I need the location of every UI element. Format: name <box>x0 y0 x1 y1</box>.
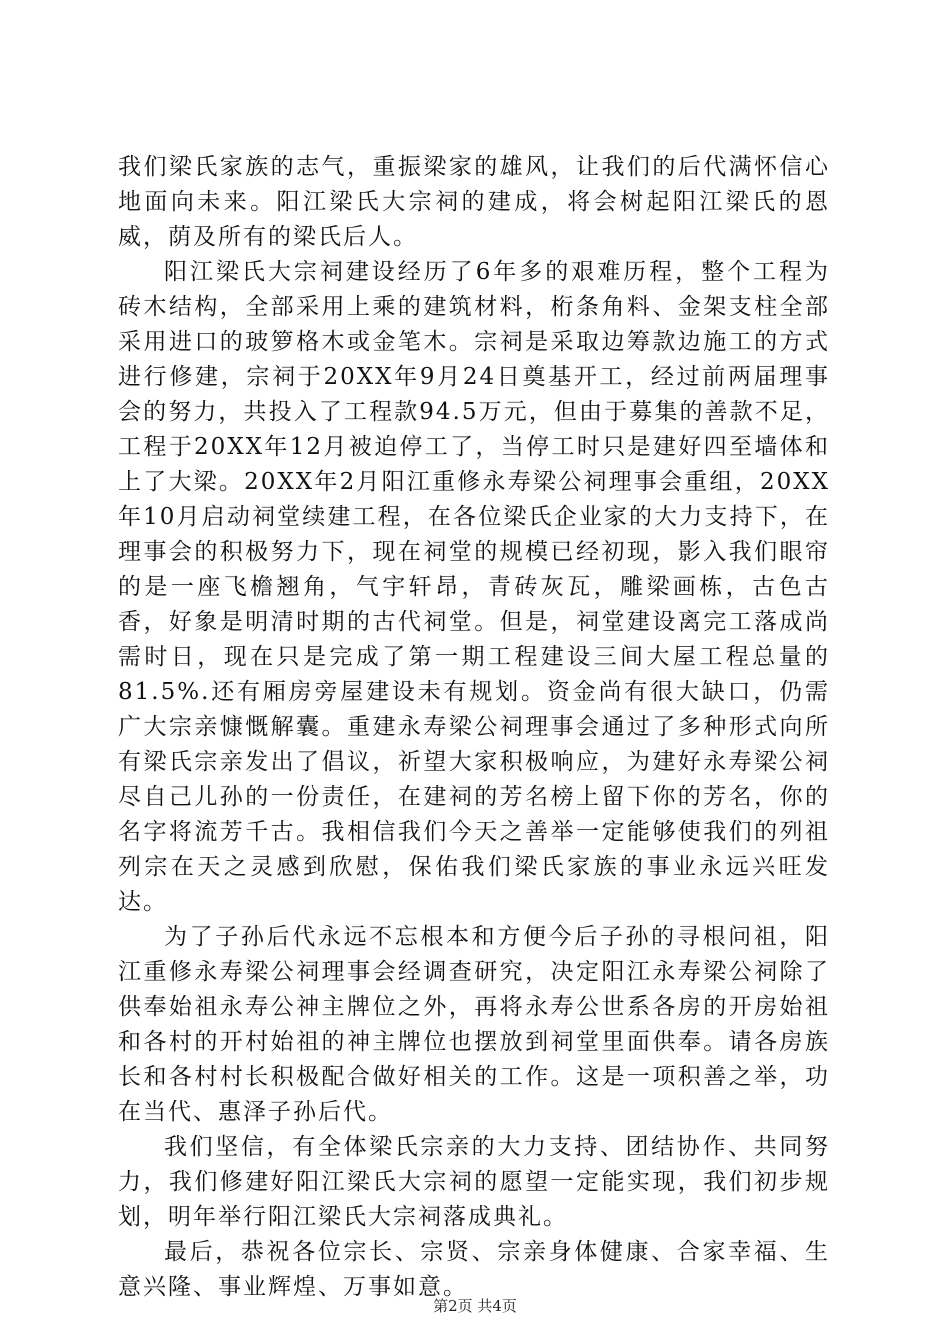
paragraph-construction-history: 阳江梁氏大宗祠建设经历了6年多的艰难历程，整个工程为砖木结构，全部采用上乘的建筑材料，桁条角料、金架支柱全部采用进口的玻箩格木或金笔木。宗祠是采取边筹款边施工的方式进行修建，宗祠于20XX年9月24日奠基开工，经过前两届理事会的努力，共投入了工程款94.5万元，但由于募集的善款不足，工程于20XX年12月被迫停工了，当停工时只是建好四至墙体和上了大梁。20XX年2月阳江重修永寿梁公祠理事会重组，20XX年10月启动祠堂续建工程，在各位梁氏企业家的大力支持下，在理事会的积极努力下，现在祠堂的规模已经初现，影入我们眼帘的是一座飞檐翘角，气宇轩昂，青砖灰瓦，雕梁画栋，古色古香，好象是明清时期的古代祠堂。但是，祠堂建设离完工落成尚需时日，现在只是完成了第一期工程建设三间大屋工程总量的81.5%.还有厢房旁屋建设未有规划。资金尚有很大缺口，仍需广大宗亲慷慨解囊。重建永寿梁公祠理事会通过了多种形式向所有梁氏宗亲发出了倡议，祈望大家积极响应，为建好永寿梁公祠尽自己儿孙的一份责任，在建祠的芳名榜上留下你的芳名，你的名字将流芳千古。我相信我们今天之善举一定能够使我们的列祖列宗在天之灵感到欣慰，保佑我们梁氏家族的事业永远兴旺发达。 <box>118 259 830 915</box>
page-footer: 第2页 共4页 <box>433 1297 517 1315</box>
paragraph-continuation: 我们梁氏家族的志气，重振梁家的雄风，让我们的后代满怀信心地面向未来。阳江梁氏大宗祠的建成，将会树起阳江梁氏的恩威，荫及所有的梁氏后人。 <box>118 154 830 250</box>
paragraph-closing-wishes: 最后，恭祝各位宗长、宗贤、宗亲身体健康、合家幸福、生意兴隆、事业辉煌、万事如意。 <box>118 1239 830 1300</box>
body-text <box>118 150 830 1305</box>
paragraph-ancestral-tablets: 为了子孙后代永远不忘根本和方便今后子孙的寻根问祖，阳江重修永寿梁公祠理事会经调查研究，决定阳江永寿梁公祠除了供奉始祖永寿公神主牌位之外，再将永寿公世系各房的开房始祖和各村的开村始祖的神主牌位也摆放到祠堂里面供奉。请各房族长和各村村长积极配合做好相关的工作。这是一项积善之举，功在当代、惠泽子孙后代。 <box>118 924 830 1125</box>
paragraph-confidence: 我们坚信，有全体梁氏宗亲的大力支持、团结协作、共同努力，我们修建好阳江梁氏大宗祠的愿望一定能实现，我们初步规划，明年举行阳江梁氏大宗祠落成典礼。 <box>118 1134 830 1230</box>
